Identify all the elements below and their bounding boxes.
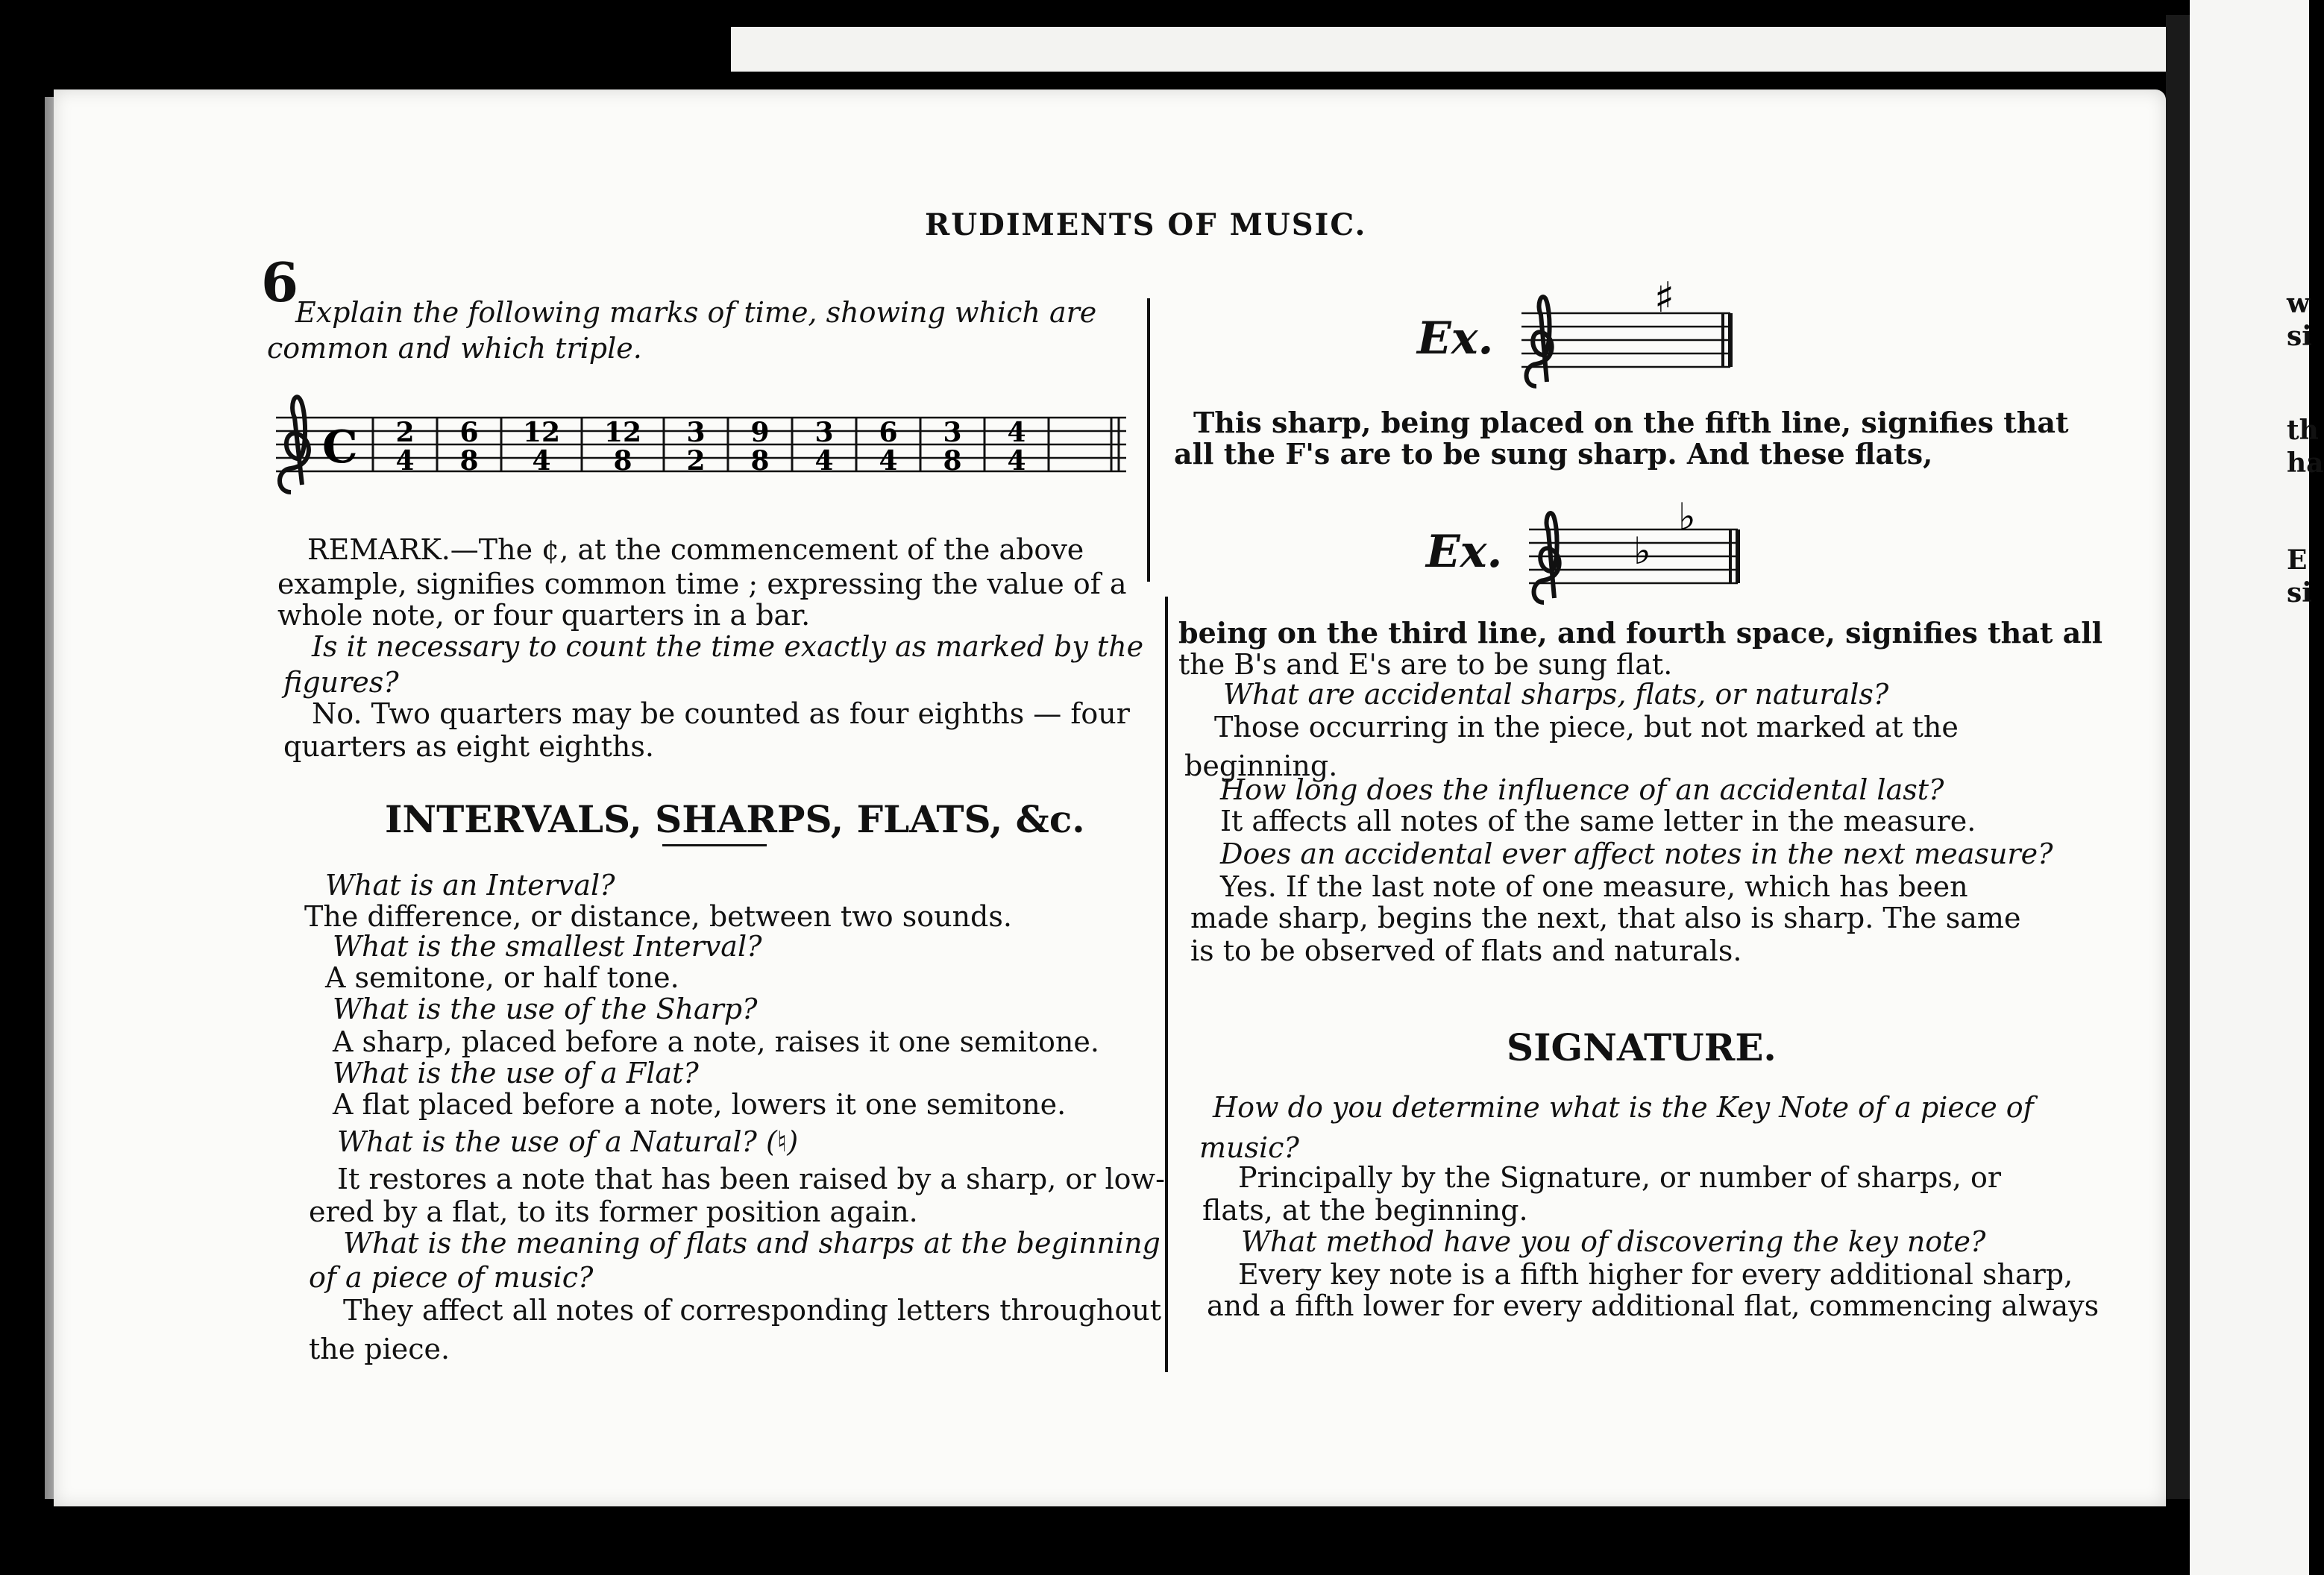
column-divider xyxy=(1165,597,1168,1372)
time-sig-top: 12 xyxy=(522,417,561,448)
time-sig-top: 3 xyxy=(686,417,706,448)
question-accidentals: What are accidental sharps, flats, or naturals? xyxy=(1223,678,1889,711)
next-page-fragment: E xyxy=(2287,544,2308,576)
question-accidental-duration: How long does the influence of an accidental last? xyxy=(1220,773,1944,806)
question-natural: What is the use of a Natural? (♮) xyxy=(337,1125,799,1158)
next-page-fragment: ha xyxy=(2287,447,2324,479)
question-key-note-cont: music? xyxy=(1199,1131,1299,1164)
heading-intervals: INTERVALS, SHARPS, FLATS, &c. xyxy=(385,797,1085,841)
sharp-example-staff xyxy=(1514,268,1738,388)
time-sig-bottom: 4 xyxy=(814,445,834,477)
answer-key-note: Principally by the Signature, or number of sharps, or xyxy=(1238,1161,2002,1194)
question-signature-meaning: What is the meaning of flats and sharps at the beginning xyxy=(343,1227,1161,1260)
time-sig-top: 3 xyxy=(943,417,962,448)
remark-line: REMARK.—The ¢, at the commencement of the above xyxy=(307,533,1084,566)
question-interval: What is an Interval? xyxy=(325,869,615,902)
next-page-fragment: si xyxy=(2287,577,2312,609)
time-sig-top: 6 xyxy=(459,417,479,448)
next-page-fragment: si xyxy=(2287,321,2312,352)
answer-next-measure-cont: made sharp, begins the next, that also is sharp. The same xyxy=(1190,902,2021,934)
question-sharp: What is the use of the Sharp? xyxy=(333,993,758,1025)
time-sig-top: 9 xyxy=(750,417,770,448)
answer-count-cont: quarters as eight eighths. xyxy=(283,730,654,763)
answer-key-note-cont: flats, at the beginning. xyxy=(1202,1194,1528,1227)
question-time-marks: Explain the following marks of time, showing which are xyxy=(295,296,1097,329)
time-sig-bottom: 2 xyxy=(686,445,706,477)
answer-method-cont: and a fifth lower for every additional flat, commencing always xyxy=(1207,1289,2100,1322)
time-sig-top: 6 xyxy=(879,417,898,448)
time-sig-top: 2 xyxy=(395,417,415,448)
time-sig-top: 3 xyxy=(814,417,834,448)
answer-natural-cont: ered by a flat, to its former position again. xyxy=(309,1195,918,1228)
next-page-edge xyxy=(731,27,2178,72)
column-divider xyxy=(1147,298,1150,582)
question-time-marks-cont: common and which triple. xyxy=(267,332,642,365)
time-signature-staff xyxy=(261,388,1134,500)
heading-signature: SIGNATURE. xyxy=(1507,1025,1777,1069)
running-title: RUDIMENTS OF MUSIC. xyxy=(925,207,1367,242)
time-sig-bottom: 8 xyxy=(943,445,962,477)
question-flat: What is the use of a Flat? xyxy=(333,1057,699,1090)
answer-accidental-duration: It affects all notes of the same letter in the measure. xyxy=(1220,805,1976,837)
sharp-explanation: This sharp, being placed on the fifth line, signifies that xyxy=(1193,406,2069,439)
flat-explanation-cont: the B's and E's are to be sung flat. xyxy=(1178,648,1673,681)
time-sig-top: 4 xyxy=(1007,417,1026,448)
answer-accidentals-cont: beginning. xyxy=(1184,749,1338,782)
treble-clef-icon xyxy=(1527,297,1552,386)
next-page xyxy=(2190,0,2309,1575)
answer-method: Every key note is a fifth higher for every additional sharp, xyxy=(1238,1258,2073,1291)
time-sig-bottom: 4 xyxy=(1007,445,1026,477)
answer-interval: The difference, or distance, between two sounds. xyxy=(304,900,1012,933)
flat-icon: ♭ xyxy=(1633,529,1651,573)
answer-signature-meaning-cont: the piece. xyxy=(309,1333,450,1365)
answer-next-measure: Yes. If the last note of one measure, which has been xyxy=(1220,870,1968,903)
common-time-symbol: C xyxy=(322,421,358,474)
remark-line: whole note, or four quarters in a bar. xyxy=(277,599,811,632)
next-page-fragment: th xyxy=(2287,415,2319,446)
time-sig-top: 12 xyxy=(603,417,642,448)
time-sig-bottom: 8 xyxy=(613,445,632,477)
flat-example-staff xyxy=(1521,485,1745,604)
answer-natural: It restores a note that has been raised by a sharp, or low- xyxy=(337,1163,1165,1195)
flat-icon: ♭ xyxy=(1678,495,1696,538)
sharp-explanation-cont: all the F's are to be sung sharp. And these flats, xyxy=(1174,437,1933,471)
question-smallest-interval: What is the smallest Interval? xyxy=(333,930,762,963)
treble-clef-icon xyxy=(1534,513,1560,603)
time-sig-bottom: 8 xyxy=(750,445,770,477)
page-number: 6 xyxy=(261,251,299,314)
heading-underline xyxy=(662,844,767,846)
time-sig-bottom: 4 xyxy=(395,445,415,477)
answer-smallest-interval: A semitone, or half tone. xyxy=(325,961,679,994)
next-page-fragment: w xyxy=(2287,288,2310,319)
answer-next-measure-cont: is to be observed of flats and naturals. xyxy=(1190,934,1742,967)
sharp-icon: ♯ xyxy=(1654,273,1675,322)
answer-signature-meaning: They affect all notes of corresponding letters throughout xyxy=(343,1294,1161,1327)
answer-flat: A flat placed before a note, lowers it one semitone. xyxy=(333,1088,1067,1121)
flat-explanation: being on the third line, and fourth space, signifies that all xyxy=(1178,616,2103,650)
gutter-shadow xyxy=(2166,15,2190,1499)
example-label: Ex. xyxy=(1417,312,1494,365)
remark-line: example, signifies common time ; expressing the value of a xyxy=(277,568,1127,600)
example-label: Ex. xyxy=(1426,526,1503,578)
question-count: Is it necessary to count the time exactly as marked by the xyxy=(312,630,1144,663)
question-next-measure: Does an accidental ever affect notes in the next measure? xyxy=(1220,837,2053,870)
question-count-cont: figures? xyxy=(283,666,399,699)
answer-count: No. Two quarters may be counted as four eighths — four xyxy=(312,697,1130,730)
question-signature-meaning-cont: of a piece of music? xyxy=(309,1261,594,1294)
question-key-note: How do you determine what is the Key Note of a piece of xyxy=(1213,1091,2034,1124)
time-sig-bottom: 4 xyxy=(532,445,551,477)
question-method: What method have you of discovering the key note? xyxy=(1241,1225,1986,1258)
time-sig-bottom: 4 xyxy=(879,445,898,477)
time-sig-bottom: 8 xyxy=(459,445,479,477)
answer-sharp: A sharp, placed before a note, raises it one semitone. xyxy=(333,1025,1099,1058)
answer-accidentals: Those occurring in the piece, but not marked at the xyxy=(1214,711,1959,744)
